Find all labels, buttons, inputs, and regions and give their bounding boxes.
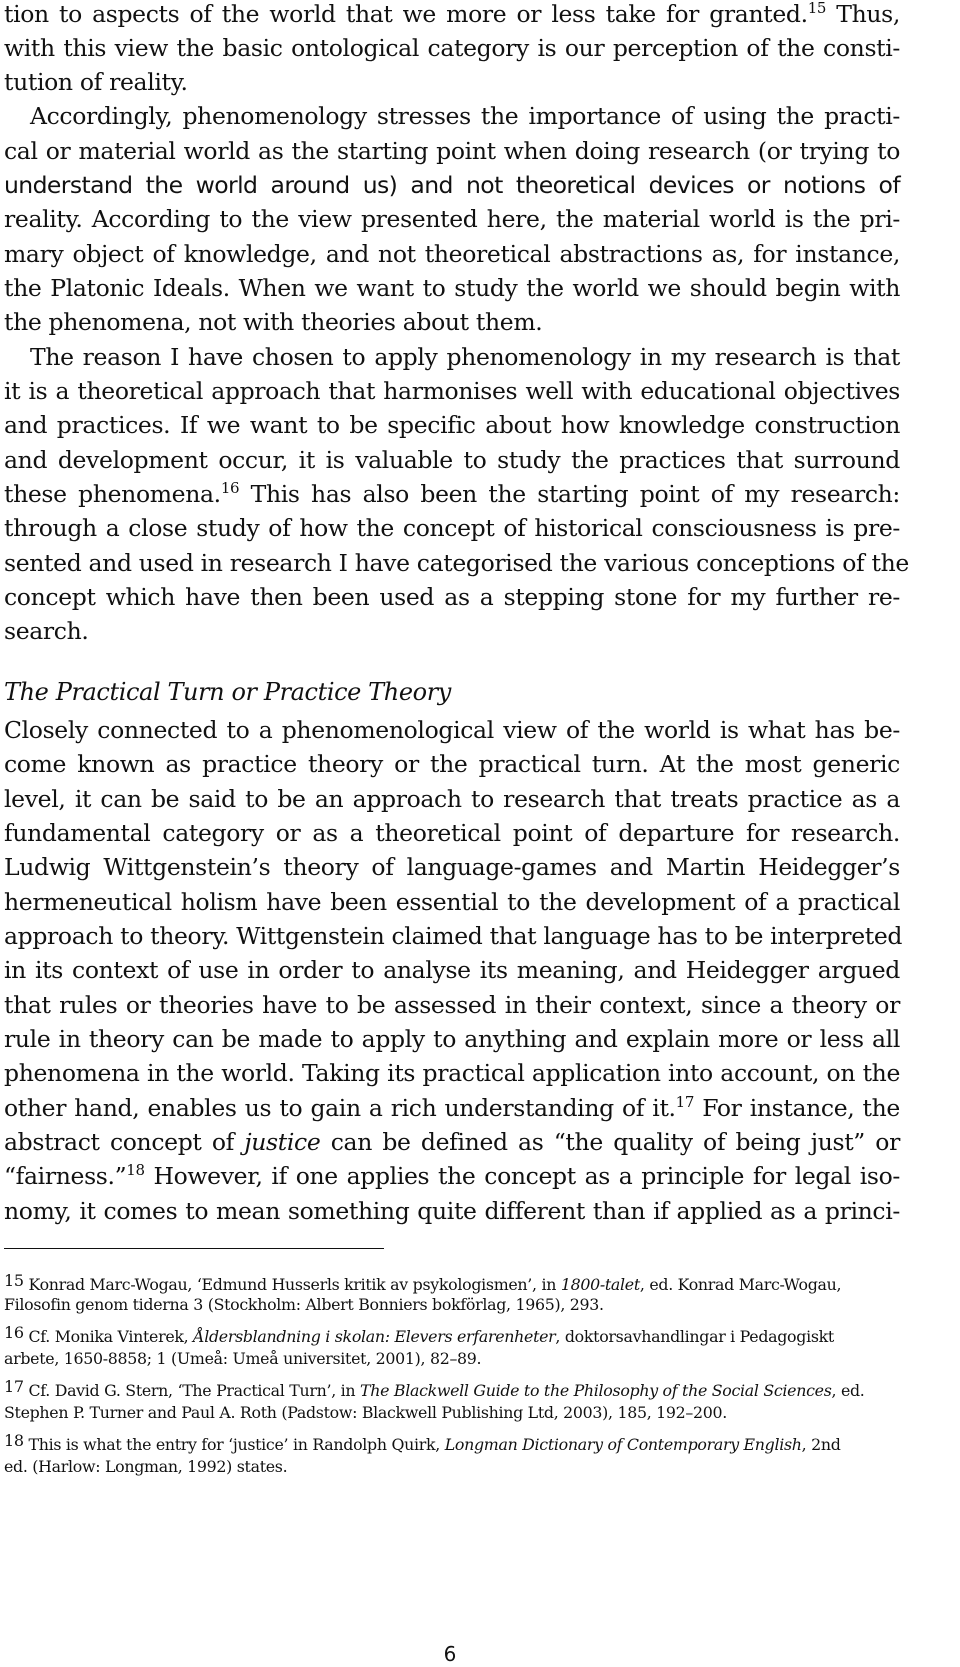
footnote-17-cont: Stephen P. Turner and Paul A. Roth (Padstow: Blackwell Publishing Ltd, 2003), 185, 192–200. bbox=[4, 1403, 727, 1422]
footnote-17: 17 Cf. David G. Stern, ‘The Practical Turn’, in The Blackwell Guide to the Philosophy of the Social Sciences, ed. bbox=[4, 1377, 865, 1400]
footnote-separator bbox=[4, 1248, 384, 1249]
text-line: that rules or theories have to be assessed in their context, since a theory or bbox=[4, 991, 900, 1019]
text-line: hermeneutical holism have been essential to the development of a practical bbox=[4, 888, 900, 916]
text-line: the Platonic Ideals. When we want to study the world we should begin with bbox=[4, 274, 900, 302]
text-line: approach to theory. Wittgenstein claimed that language has to be interpreted bbox=[4, 922, 903, 950]
text-line: with this view the basic ontological category is our perception of the consti- bbox=[4, 34, 900, 62]
text-line: in its context of use in order to analyse its meaning, and Heidegger argued bbox=[4, 956, 900, 984]
footnote-15: 15 Konrad Marc-Wogau, ‘Edmund Husserls kritik av psykologismen’, in 1800-talet, ed. Konrad Marc-Wogau, bbox=[4, 1271, 842, 1294]
text-line: tution of reality. bbox=[4, 68, 188, 96]
text-line: rule in theory can be made to apply to anything and explain more or less all bbox=[4, 1025, 900, 1053]
page-number: 6 bbox=[443, 1642, 457, 1666]
text-line: Closely connected to a phenomenological view of the world is what has be- bbox=[4, 716, 900, 744]
text-line: the phenomena, not with theories about them. bbox=[4, 308, 543, 336]
text-line: other hand, enables us to gain a rich understanding of it.$^{17}$ For instance, the bbox=[4, 1093, 900, 1122]
text-line: abstract concept of justice can be defined as “the quality of being just” or bbox=[4, 1128, 900, 1156]
footnote-18: 18 This is what the entry for ‘justice’ in Randolph Quirk, Longman Dictionary of Contemporary English, 2nd bbox=[4, 1431, 841, 1454]
text-line: search. bbox=[4, 617, 89, 645]
text-line: mary object of knowledge, and not theoretical abstractions as, for instance, bbox=[4, 240, 900, 268]
text-line: and practices. If we want to be specific about how knowledge construction bbox=[4, 411, 900, 439]
text-line: come known as practice theory or the practical turn. At the most generic bbox=[4, 750, 900, 778]
text-line: these phenomena.$^{16}$ This has also been the starting point of my research: bbox=[4, 479, 901, 508]
footnote-ref-15[interactable]: 15 bbox=[807, 0, 827, 17]
footnote-16-cont: arbete, 1650-8858; 1 (Umeå: Umeå universitet, 2001), 82–89. bbox=[4, 1349, 482, 1368]
footnote-16: 16 Cf. Monika Vinterek, Åldersblandning i skolan: Elevers erfarenheter, doktorsavhandlingar i Pedagogiskt bbox=[4, 1323, 834, 1346]
text-line: understand the world around us) and not theoretical devices or notions of bbox=[4, 171, 900, 199]
text-line: nomy, it comes to mean something quite different than if applied as a princi- bbox=[4, 1197, 900, 1225]
footnote-18-cont: ed. (Harlow: Longman, 1992) states. bbox=[4, 1457, 288, 1476]
footnote-ref-18[interactable]: 18 bbox=[126, 1161, 145, 1179]
text-line: Accordingly, phenomenology stresses the importance of using the practi- bbox=[30, 102, 900, 130]
text-line: level, it can be said to be an approach to research that treats practice as a bbox=[4, 785, 900, 813]
text-line: Ludwig Wittgenstein’s theory of language-games and Martin Heidegger’s bbox=[4, 853, 900, 881]
emphasis-term: justice bbox=[244, 1128, 321, 1156]
text-line: sented and used in research I have categorised the various conceptions of the bbox=[4, 549, 909, 577]
text-line: and development occur, it is valuable to study the practices that surround bbox=[4, 446, 900, 474]
text-line: reality. According to the view presented here, the material world is the pri- bbox=[4, 205, 900, 233]
text-line: through a close study of how the concept of historical consciousness is pre- bbox=[4, 514, 900, 542]
footnote-15-cont: Filosofin genom tiderna 3 (Stockholm: Albert Bonniers bokförlag, 1965), 293. bbox=[4, 1295, 604, 1314]
text-line: cal or material world as the starting point when doing research (or trying to bbox=[4, 137, 900, 165]
text-line: fundamental category or as a theoretical point of departure for research. bbox=[4, 819, 900, 847]
section-heading: The Practical Turn or Practice Theory bbox=[4, 678, 451, 706]
text-line: The reason I have chosen to apply phenomenology in my research is that bbox=[30, 343, 900, 371]
footnote-ref-16[interactable]: 16 bbox=[220, 479, 240, 497]
text-line: “fairness.”$^{18}$ However, if one applies the concept as a principle for legal iso- bbox=[4, 1161, 900, 1190]
text-line: concept which have then been used as a stepping stone for my further re- bbox=[4, 583, 900, 611]
text-line: phenomena in the world. Taking its practical application into account, on the bbox=[4, 1059, 900, 1087]
text-line: it is a theoretical approach that harmonises well with educational objectives bbox=[4, 377, 900, 405]
footnote-ref-17[interactable]: 17 bbox=[675, 1093, 695, 1111]
text-line: tion to aspects of the world that we more or less take for granted.$^{15}$ Thus, bbox=[4, 0, 900, 28]
